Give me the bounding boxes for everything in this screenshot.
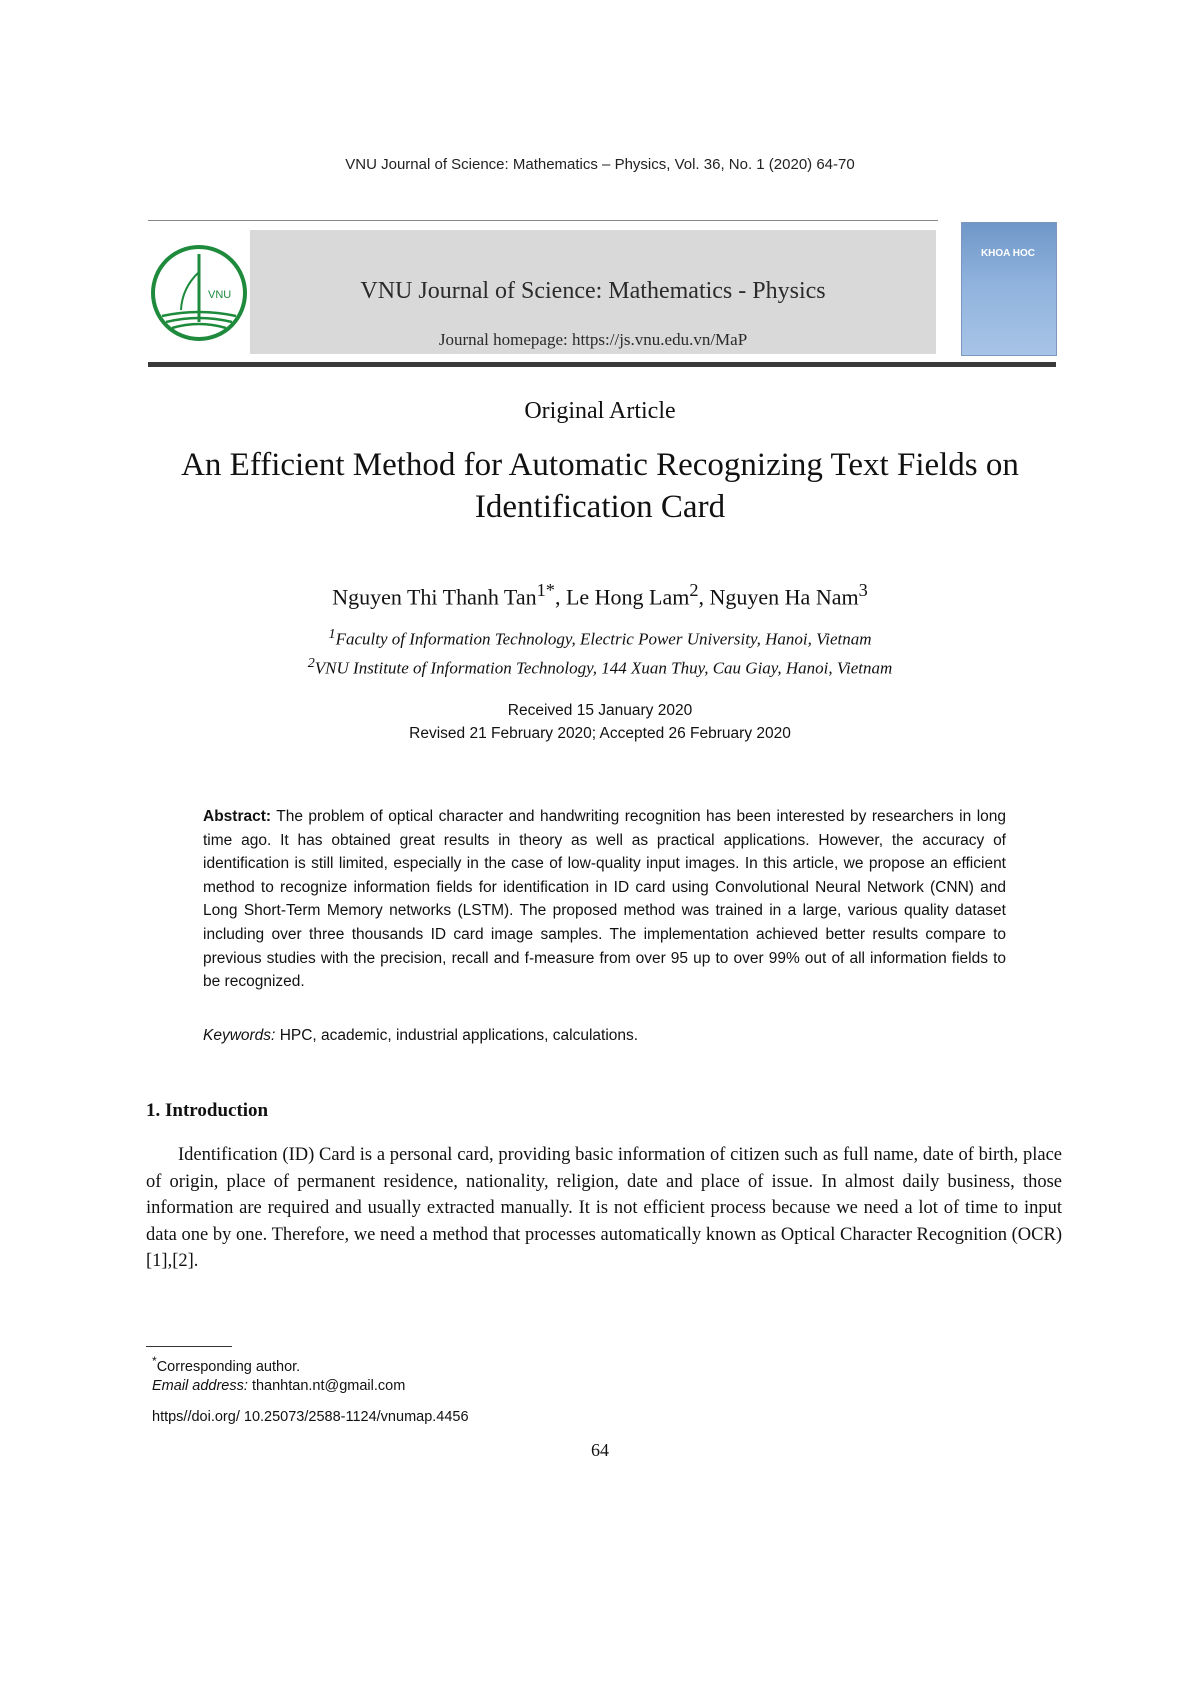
banner-top-rule: [148, 220, 938, 221]
email-address: thanhtan.nt@gmail.com: [251, 1378, 406, 1394]
footnote-email: [152, 1378, 405, 1394]
affiliation-mark: 2: [307, 655, 315, 671]
author-name: Le Hong Lam: [565, 584, 690, 610]
cover-title: KHOA HOC: [980, 248, 1036, 259]
email-label: Email address:: [152, 1378, 248, 1394]
journal-title: VNU Journal of Science: Mathematics - Physics: [360, 278, 826, 304]
abstract-text: The problem of optical character and handwriting recognition has been interested by researchers in long time ago. It has obtained great results in theory as well as practical applications. However, the accuracy of identification is still limited, especially in the case of low-quality input images. In this article, we propose an efficient method to recognize information fields for identification in ID card using Convolutional Neural Network (CNN) and Long Short-Term Memory networks (LSTM). The proposed method was trained in a large, various quality dataset including over three thousands ID card image samples. The implementation achieved better results compare to previous studies with the precision, recall and f-measure from over 95 up to over 99% out of all information fields to be recognized.: [203, 808, 1006, 991]
keywords-text: HPC, academic, industrial applications, calculations.: [279, 1027, 639, 1044]
page-number: 64: [591, 1440, 609, 1460]
keywords-label: Keywords:: [203, 1027, 276, 1044]
doi-link[interactable]: https//doi.org/ 10.25073/2588-1124/vnumap.4456: [152, 1409, 469, 1425]
article-type: Original Article: [524, 398, 676, 424]
author-affil-mark: 3: [858, 580, 868, 600]
author-list: [0, 580, 1200, 610]
running-head: VNU Journal of Science: Mathematics – Physics, Vol. 36, No. 1 (2020) 64-70: [345, 156, 855, 173]
paper-title: An Efficient Method for Automatic Recognizing Text Fields on Identification Card: [181, 447, 1019, 525]
received-date: Received 15 January 2020: [507, 702, 693, 719]
author-affil-mark: 2: [689, 580, 699, 600]
abstract: [203, 805, 1006, 994]
journal-cover-image: [961, 222, 1057, 356]
keywords: [203, 1027, 1006, 1045]
footnote-mark: *: [152, 1354, 157, 1368]
logo-text: VNU: [208, 289, 232, 301]
introduction-paragraph: Identification (ID) Card is a personal card, providing basic information of citizen such as full name, date of birth, place of origin, place of permanent residence, nationality, religion, date and place of issue. In almost daily business, those information are required and usually extracted manually. It is not efficient process because we need a lot of time to input data one by one. Therefore, we need a method that processes automatically known as Optical Character Recognition (OCR) [1],[2].: [146, 1145, 1062, 1271]
footnote-rule: [146, 1346, 232, 1347]
affiliation-mark: 1: [328, 626, 336, 642]
author-separator: ,: [698, 584, 710, 610]
affiliation: [0, 655, 1200, 679]
footnote-corresponding: *Corresponding author.: [152, 1354, 301, 1375]
affiliation: [0, 626, 1200, 650]
section-heading: 1. Introduction: [146, 1100, 269, 1121]
author-name: Nguyen Thi Thanh Tan: [332, 584, 537, 610]
banner-bottom-rule: [148, 362, 1056, 367]
abstract-label: Abstract:: [203, 808, 272, 825]
author-separator: ,: [554, 584, 566, 610]
author-affil-mark: 1*: [536, 580, 555, 600]
vnu-logo-icon: [148, 242, 250, 344]
revised-accepted-date: Revised 21 February 2020; Accepted 26 February 2020: [409, 725, 791, 742]
affiliation-text: Faculty of Information Technology, Electric Power University, Hanoi, Vietnam: [335, 629, 872, 649]
journal-homepage: Journal homepage: https://js.vnu.edu.vn/MaP: [438, 330, 748, 349]
affiliation-text: VNU Institute of Information Technology, 144 Xuan Thuy, Cau Giay, Hanoi, Vietnam: [314, 658, 893, 678]
author-name: Nguyen Ha Nam: [709, 584, 859, 610]
